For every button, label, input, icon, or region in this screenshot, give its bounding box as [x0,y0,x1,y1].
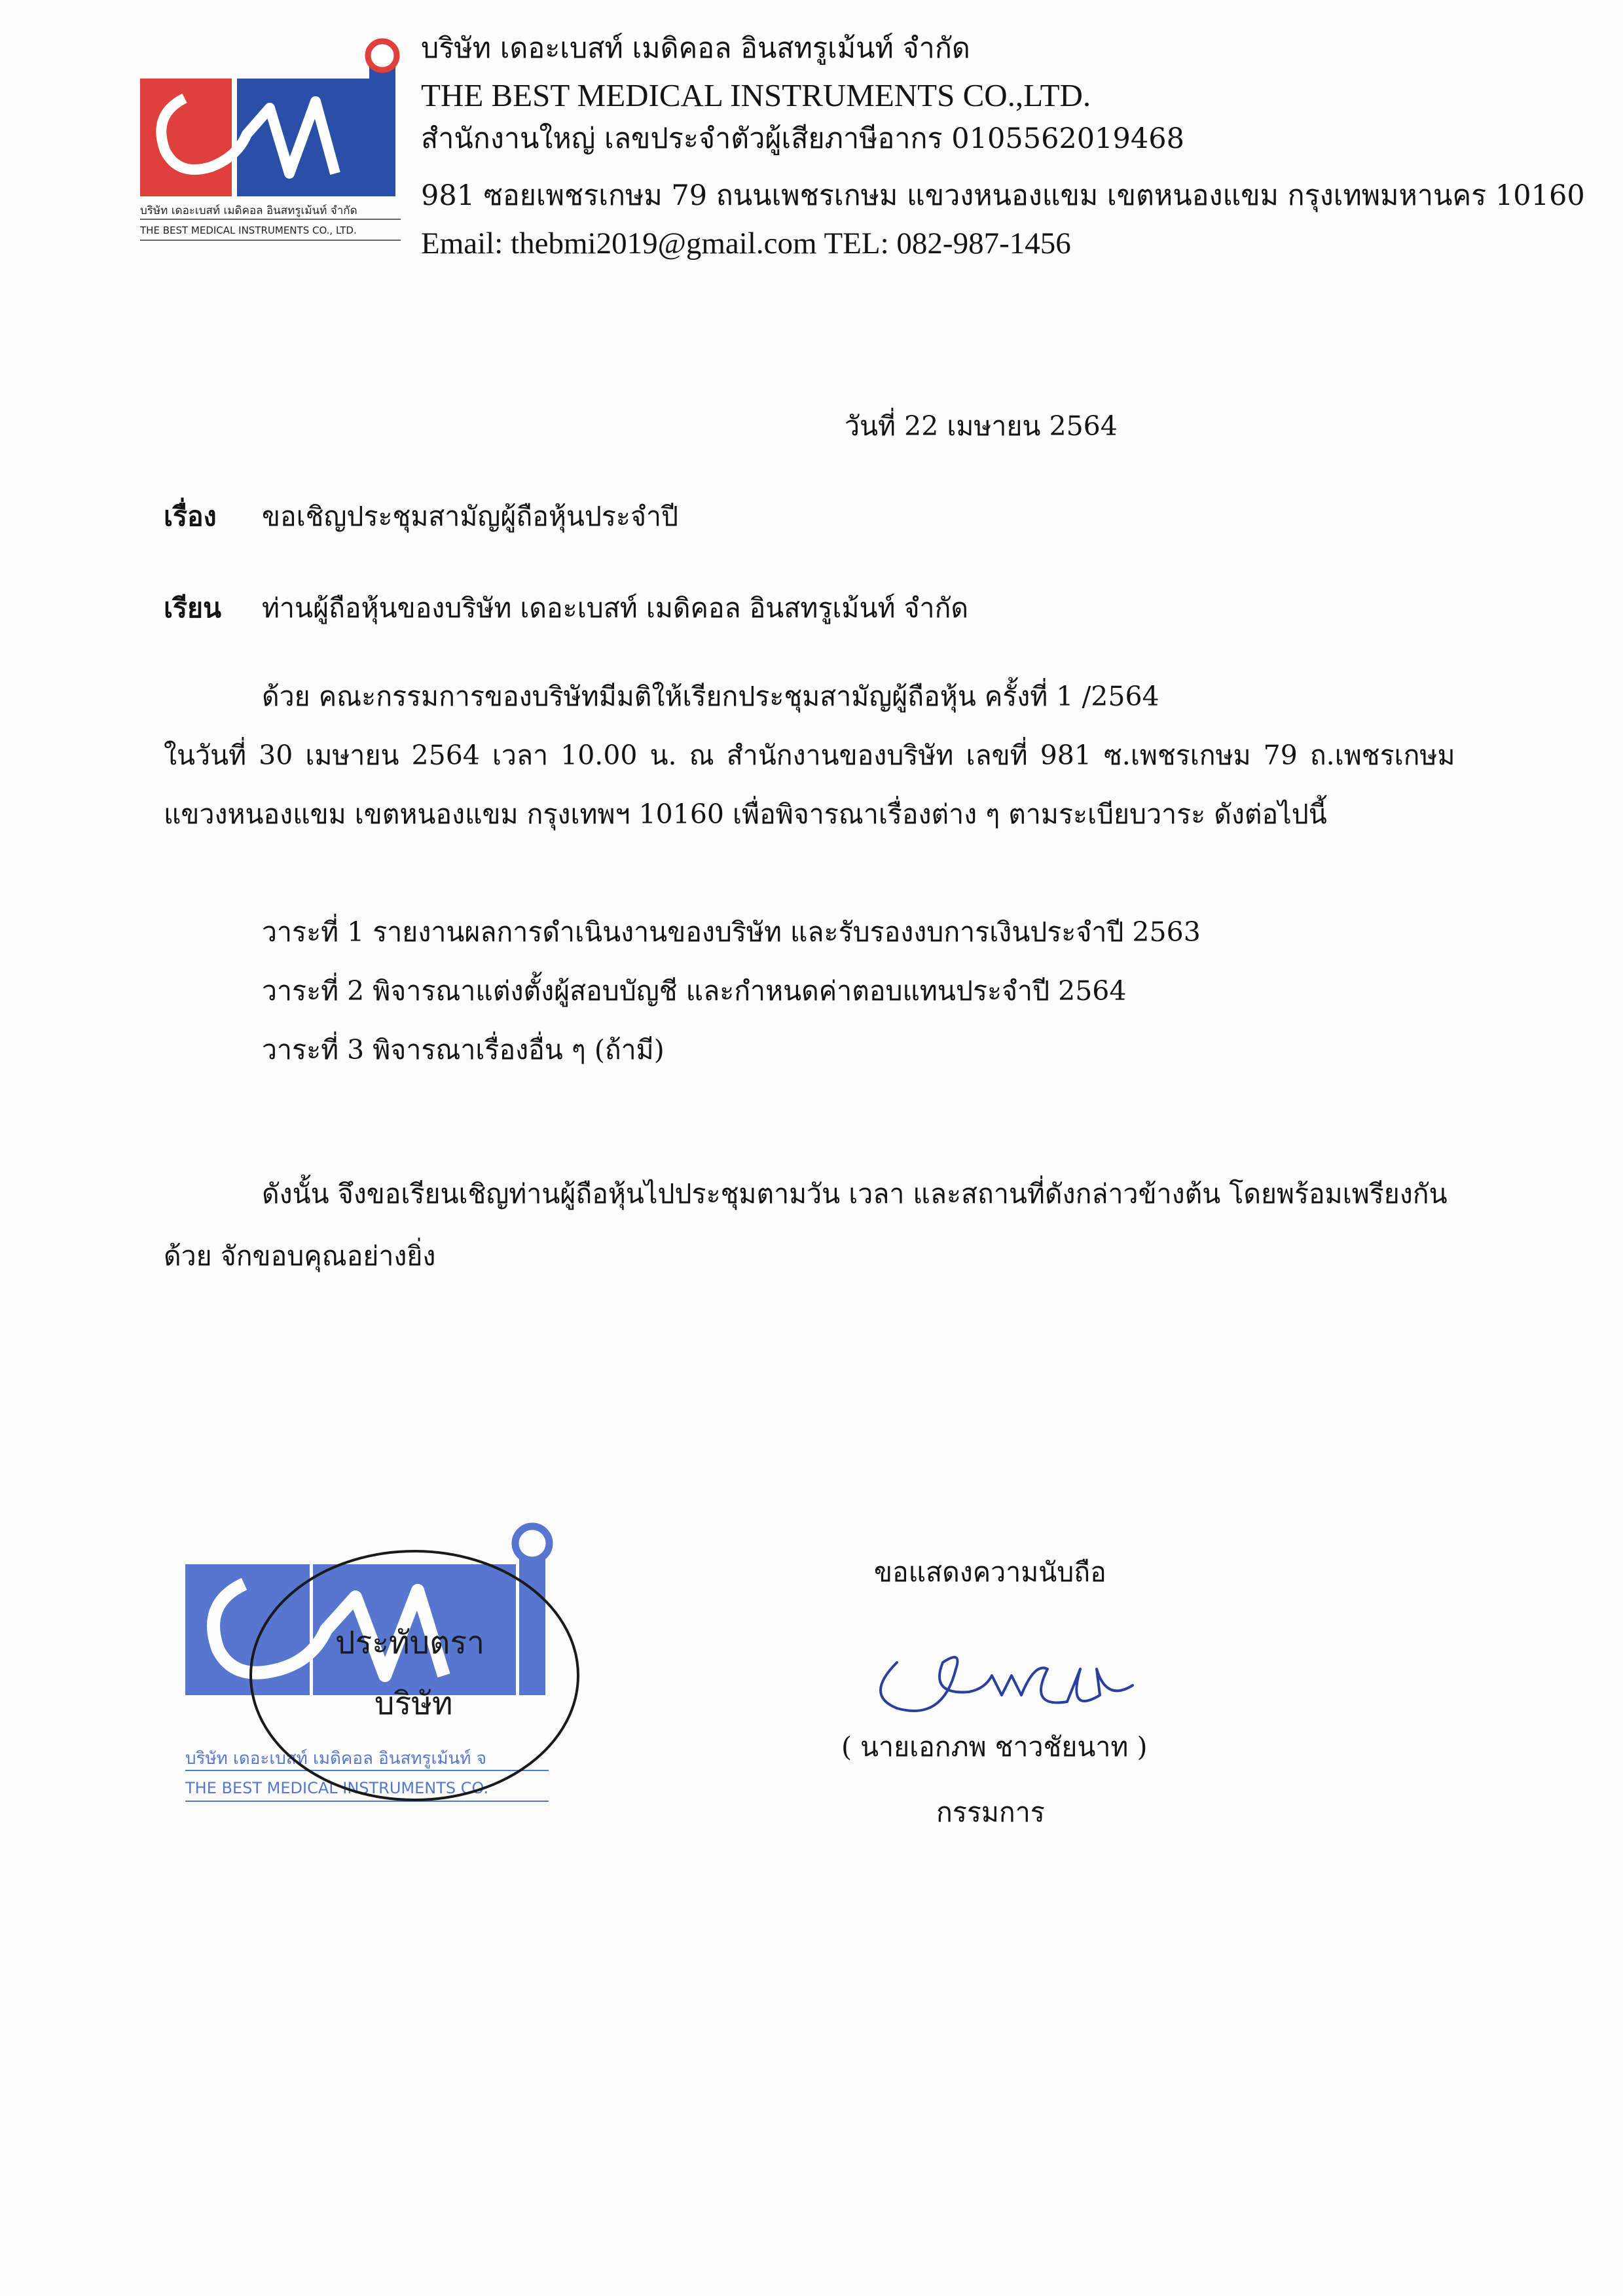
agenda-item: วาระที่ 1 รายงานผลการดำเนินงานของบริษัท และรับรองงบการเงินประจำปี 2563 [262,916,1201,948]
stamp-caption-en: THE BEST MEDICAL INSTRUMENTS CO. [185,1779,489,1797]
company-name-thai: บริษัท เดอะเบสท์ เมดิคอล อินสทรูเม้นท์ จำกัด [421,32,970,65]
paragraph-line: ด้วย จักขอบคุณอย่างยิ่ง [164,1240,436,1272]
paragraph-line: ดังนั้น จึงขอเรียนเชิญท่านผู้ถือหุ้นไปประชุมตามวัน เวลา และสถานที่ดังกล่าวข้างต้น โดยพร้อมเพรียงกัน [262,1178,1448,1210]
letter-date: วันที่ 22 เมษายน 2564 [845,410,1118,442]
agenda-item: วาระที่ 3 พิจารณาเรื่องอื่น ๆ (ถ้ามี) [262,1034,665,1066]
recipient-text: ท่านผู้ถือหุ้นของบริษัท เดอะเบสท์ เมดิคอล อินสทรูเม้นท์ จำกัด [262,592,969,624]
paragraph-line: ในวันที่ 30 เมษายน 2564 เวลา 10.00 น. ณ สำนักงานของบริษัท เลขที่ 981 ซ.เพชรเกษม 79 ถ.เพชรเกษม [164,740,1455,771]
subject-label: เรื่อง [164,501,217,532]
paragraph-line: แขวงหนองแขม เขตหนองแขม กรุงเทพฯ 10160 เพื่อพิจารณาเรื่องต่าง ๆ ตามระเบียบวาระ ดังต่อไปนี้ [164,798,1327,830]
company-address: 981 ซอยเพชรเกษม 79 ถนนเพชรเกษม แขวงหนองแขม เขตหนองแขม กรุงเทพมหานคร 10160 [421,179,1585,212]
head-office-tax-id: สำนักงานใหญ่ เลขประจำตัวผู้เสียภาษีอากร 0105562019468 [421,122,1184,155]
signer-position: กรรมการ [936,1797,1045,1828]
handwritten-signature [871,1623,1139,1728]
company-name-english: THE BEST MEDICAL INSTRUMENTS CO.,LTD. [421,77,1091,113]
paragraph-line: ด้วย คณะกรรมการของบริษัทมีมติให้เรียกประชุมสามัญผู้ถือหุ้น ครั้งที่ 1 /2564 [262,681,1159,712]
logo-caption-th: บริษัท เดอะเบสท์ เมดิคอล อินสทรูเม้นท์ จำกัด [140,204,357,217]
company-logo [139,36,404,245]
signer-name: ( นายเอกภพ ชาวชัยนาท ) [841,1731,1148,1763]
company-contact: Email: thebmi2019@gmail.com TEL: 082-987-1456 [421,226,1071,260]
subject-text: ขอเชิญประชุมสามัญผู้ถือหุ้นประจำปี [262,501,679,532]
logo-caption-en: THE BEST MEDICAL INSTRUMENTS CO., LTD. [140,224,357,236]
stamp-caption-th: บริษัท เดอะเบสท์ เมดิคอล อินสทรูเม้นท์ จ [185,1749,486,1768]
seal-text-line2: บริษัท [374,1685,453,1722]
recipient-label: เรียน [164,592,222,624]
agenda-item: วาระที่ 2 พิจารณาแต่งตั้งผู้สอบบัญชี และกำหนดค่าตอบแทนประจำปี 2564 [262,975,1127,1007]
company-stamp [182,1518,601,1833]
seal-text-line1: ประทับตรา [335,1624,485,1661]
closing-phrase: ขอแสดงความนับถือ [874,1556,1106,1588]
